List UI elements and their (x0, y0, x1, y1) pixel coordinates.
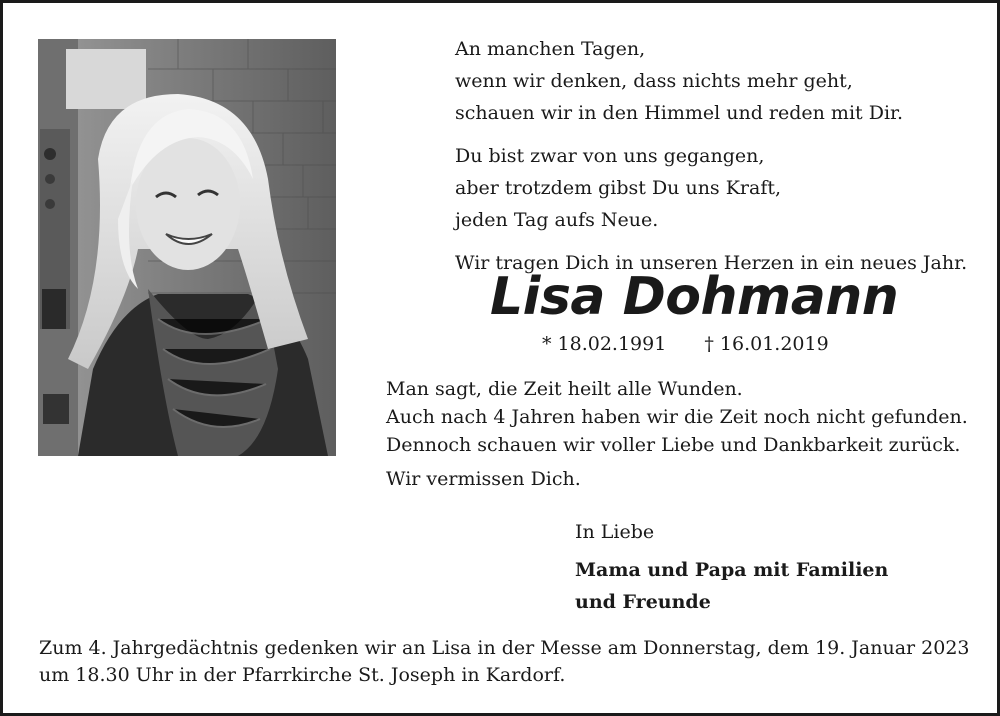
deceased-name: Lisa Dohmann (490, 267, 899, 327)
message-line: Auch nach 4 Jahren haben wir die Zeit noch nicht gefunden. (386, 406, 968, 428)
poem-stanza (455, 33, 975, 129)
message-closing: Wir vermissen Dich. (386, 468, 581, 490)
poem-line: aber trotzdem gibst Du uns Kraft, (455, 177, 782, 199)
signature-name-line: Mama und Papa mit Familien (575, 559, 889, 581)
signature-intro: In Liebe (575, 521, 655, 543)
family-signature (575, 517, 888, 618)
portrait-photo (38, 39, 336, 456)
message-paragraph (386, 375, 986, 459)
signature-name-line: und Freunde (575, 591, 711, 613)
poem-stanza (455, 140, 975, 236)
poem-line: wenn wir denken, dass nichts mehr geht, (455, 70, 853, 92)
poem-line: Wir tragen Dich in unseren Herzen in ein neues Jahr. (455, 252, 968, 274)
message-line: Man sagt, die Zeit heilt alle Wunden. (386, 378, 743, 400)
poem-line: Du bist zwar von uns gegangen, (455, 145, 765, 167)
death-date: † 16.01.2019 (704, 333, 829, 355)
message-line: Dennoch schauen wir voller Liebe und Dankbarkeit zurück. (386, 434, 961, 456)
memorial-poem (455, 33, 975, 290)
announcement-line: Zum 4. Jahrgedächtnis gedenken wir an Lisa in der Messe am Donnerstag, dem 19. Januar 2023 (39, 637, 970, 659)
poem-line: schauen wir in den Himmel und reden mit Dir. (455, 102, 904, 124)
remembrance-message (386, 375, 986, 493)
announcement-line: um 18.30 Uhr in der Pfarrkirche St. Joseph in Kardorf. (39, 664, 566, 686)
mass-announcement (39, 635, 974, 689)
birth-date: * 18.02.1991 (542, 333, 667, 355)
poem-line: An manchen Tagen, (455, 38, 646, 60)
life-dates (542, 333, 829, 355)
poem-line: jeden Tag aufs Neue. (455, 209, 659, 231)
